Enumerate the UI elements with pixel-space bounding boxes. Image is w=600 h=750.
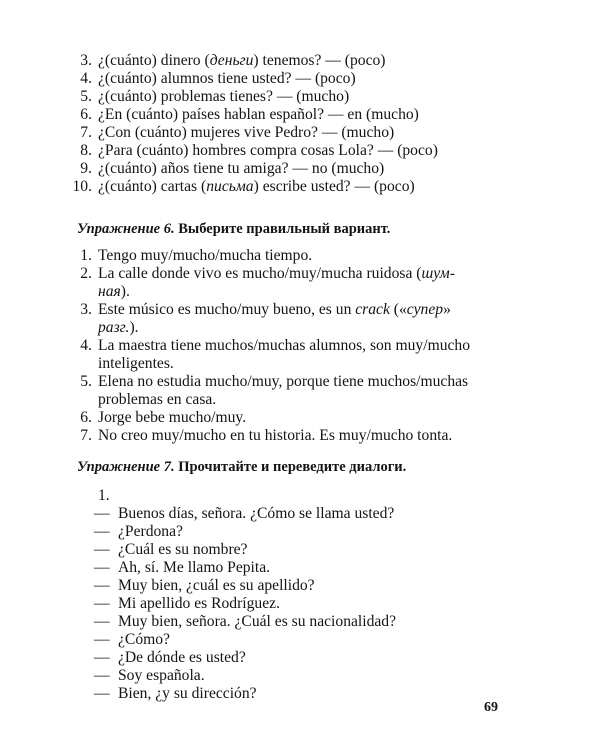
dialog-line: — ¿Cómo?: [94, 631, 170, 648]
list-item: 5. ¿(cuánto) problemas tienes? — (mucho): [80, 88, 350, 105]
list-item: 4. ¿(cuánto) alumnos tiene usted? — (poco): [80, 70, 356, 87]
dialog-line: — Ah, sí. Me llamo Pepita.: [94, 559, 271, 576]
exercise-6-item: 2. La calle donde vivo es mucho/muy/mucha ruidosa (шум-: [80, 265, 455, 282]
list-item: 9. ¿(cuánto) años tiene tu amiga? — no (mucho): [80, 160, 385, 177]
list-item: 3. ¿(cuánto) dinero (деньги) tenemos? — (poco): [80, 52, 386, 69]
list-item: 10. ¿(cuánto) cartas (письма) escribe usted? — (poco): [72, 178, 415, 195]
dialog-line: — ¿Cuál es su nombre?: [94, 541, 248, 558]
list-item: 8. ¿Para (cuánto) hombres compra cosas Lola? — (poco): [80, 142, 438, 159]
exercise-6-item-continuation: problemas en casa.: [98, 391, 217, 408]
dialog-number: 1.: [98, 487, 110, 504]
dialog-line: — Buenos días, señora. ¿Cómo se llama usted?: [94, 505, 395, 522]
exercise-6-item-continuation: разг.).: [98, 319, 139, 336]
dialog-line: — ¿Perdona?: [94, 523, 183, 540]
exercise-6-item-continuation: inteligentes.: [98, 355, 174, 372]
exercise-6-heading: Упражнение 6. Выберите правильный вариант.: [77, 221, 391, 237]
exercise-6-item: 5. Elena no estudia mucho/muy, porque tiene muchos/muchas: [80, 373, 469, 390]
exercise-6-item: 3. Este músico es mucho/muy bueno, es un crack («супер»: [80, 301, 451, 318]
list-item: 7. ¿Con (cuánto) mujeres vive Pedro? — (mucho): [80, 124, 395, 141]
list-item: 6. ¿En (cuánto) países hablan español? — en (mucho): [80, 106, 419, 123]
dialog-line: — Mi apellido es Rodríguez.: [94, 595, 280, 612]
exercise-7-heading: Упражнение 7. Прочитайте и переведите диалоги.: [77, 459, 407, 475]
exercise-6-item: 1. Tengo muy/mucho/mucha tiempo.: [80, 247, 313, 264]
dialog-line: — Soy española.: [94, 667, 205, 684]
exercise-6-item: 4. La maestra tiene muchos/muchas alumnos, son muy/mucho: [80, 337, 471, 354]
exercise-6-item: 6. Jorge bebe mucho/muy.: [80, 409, 247, 426]
page-number: 69: [484, 700, 498, 715]
exercise-6-item: 7. No creo muy/mucho en tu historia. Es muy/mucho tonta.: [80, 427, 453, 444]
dialog-line: — Muy bien, señora. ¿Cuál es su nacionalidad?: [94, 613, 397, 630]
dialog-line: — Bien, ¿y su dirección?: [94, 685, 257, 702]
dialog-line: — Muy bien, ¿cuál es su apellido?: [94, 577, 315, 594]
exercise-6-item-continuation: ная).: [98, 283, 130, 300]
dialog-line: — ¿De dónde es usted?: [94, 649, 246, 666]
